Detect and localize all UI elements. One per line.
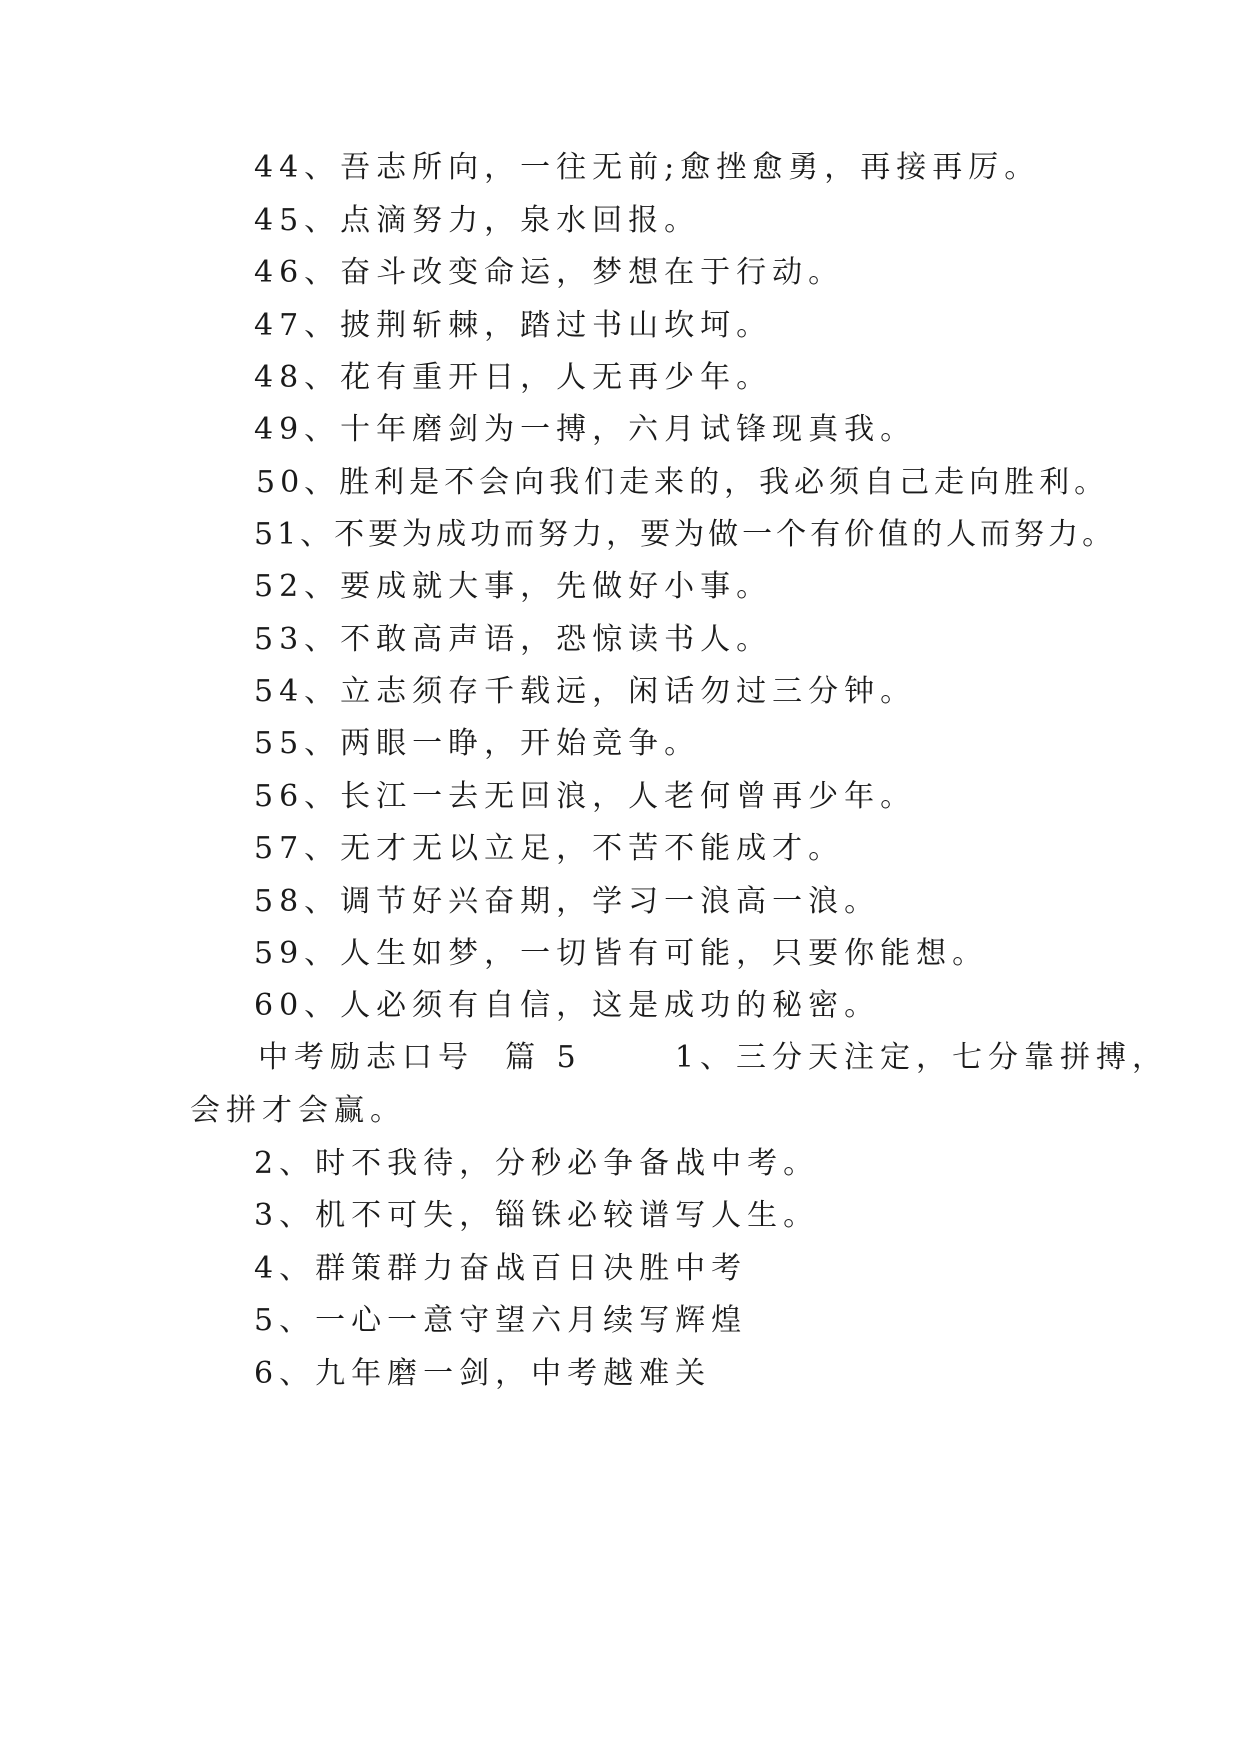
text-line: 2、时不我待，分秒必争备战中考。 bbox=[254, 1146, 820, 1181]
text-line: 57、无才无以立足，不苦不能成才。 bbox=[254, 831, 845, 866]
text-line: 55、两眼一睁，开始竞争。 bbox=[254, 726, 701, 761]
text-line: 56、长江一去无回浪，人老何曾再少年。 bbox=[254, 779, 917, 814]
text-line: 54、立志须存千载远，闲话勿过三分钟。 bbox=[254, 674, 917, 709]
text-line: 46、奋斗改变命运，梦想在于行动。 bbox=[254, 255, 845, 290]
text-line: 47、披荆斩棘，踏过书山坎坷。 bbox=[254, 308, 773, 343]
text-line: 44、吾志所向，一往无前;愈挫愈勇，再接再厉。 bbox=[254, 150, 1041, 185]
text-line: 45、点滴努力，泉水回报。 bbox=[254, 203, 701, 238]
text-line: 48、花有重开日，人无再少年。 bbox=[254, 360, 773, 395]
text-line: 59、人生如梦，一切皆有可能，只要你能想。 bbox=[254, 936, 989, 971]
text-line: 49、十年磨剑为一搏，六月试锋现真我。 bbox=[254, 412, 917, 447]
text-line: 58、调节好兴奋期，学习一浪高一浪。 bbox=[254, 884, 881, 919]
text-line: 52、要成就大事，先做好小事。 bbox=[254, 569, 773, 604]
text-line: 5、一心一意守望六月续写辉煌 bbox=[254, 1303, 748, 1338]
text-line: 60、人必须有自信，这是成功的秘密。 bbox=[254, 988, 881, 1023]
text-line: 6、九年磨一剑，中考越难关 bbox=[254, 1356, 712, 1391]
text-line: 53、不敢高声语，恐惊读书人。 bbox=[254, 622, 773, 657]
text-line: 50、胜利是不会向我们走来的，我必须自己走向胜利。 bbox=[256, 465, 1110, 500]
text-line: 4、群策群力奋战百日决胜中考 bbox=[254, 1251, 748, 1286]
section-heading-line: 中考励志口号 篇 5 1、三分天注定，七分靠拼搏， bbox=[258, 1040, 1168, 1075]
text-line: 3、机不可失，锱铢必较谱写人生。 bbox=[254, 1198, 820, 1233]
text-line: 51、不要为成功而努力，要为做一个有价值的人而努力。 bbox=[254, 517, 1117, 552]
text-line: 会拼才会赢。 bbox=[190, 1093, 406, 1128]
